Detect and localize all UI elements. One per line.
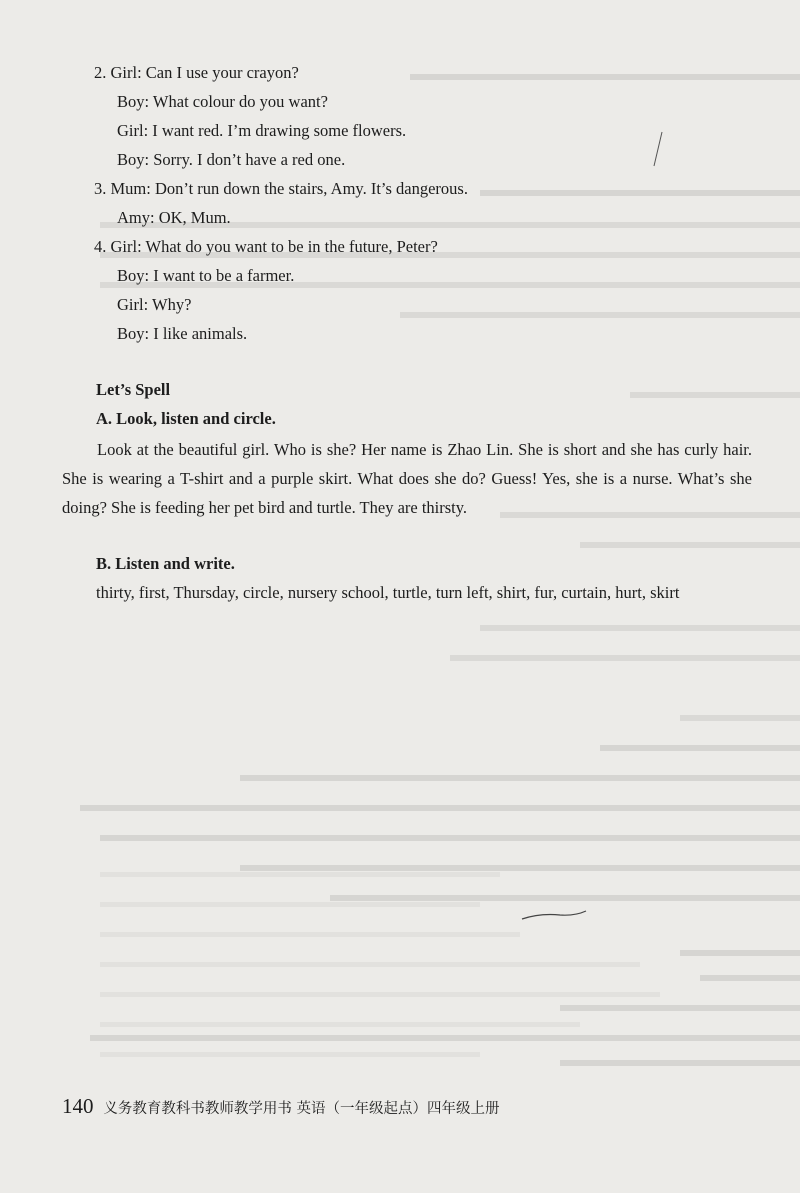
dialogue-line: Girl: I want red. I’m drawing some flowers. — [117, 121, 407, 140]
pen-mark — [648, 130, 668, 170]
dialogue-line: Boy: I like animals. — [117, 324, 248, 343]
subsection-b-heading: B. Listen and write. — [96, 554, 235, 573]
dialogue-line: 3. Mum: Don’t run down the stairs, Amy. It’s dangerous. — [94, 179, 468, 198]
dialogue-line: 4. Girl: What do you want to be in the future, Peter? — [94, 237, 438, 256]
word-list: thirty, first, Thursday, circle, nursery school, turtle, turn left, shirt, fur, curtain, hurt, skirt — [96, 583, 680, 602]
dialogue-line: Boy: Sorry. I don’t have a red one. — [117, 150, 346, 169]
dialogue-line: Girl: Why? — [117, 295, 192, 314]
dialogue-line: 2. Girl: Can I use your crayon? — [94, 63, 299, 82]
subsection-a-paragraph: Look at the beautiful girl. Who is she? Her name is Zhao Lin. She is short and she has curly hair. She is wearing a T-shirt and a purple skirt. What does she do? Guess! Yes, she is a nurse. What’s she doing? She is feeding her pet bird and turtle. They are thirsty. — [62, 440, 752, 517]
section-heading: Let’s Spell — [96, 380, 171, 399]
book-title: 义务教育教科书教师教学用书 英语（一年级起点）四年级上册 — [103, 1101, 500, 1117]
page-number: 140 — [62, 1094, 94, 1118]
pen-mark — [520, 905, 590, 925]
subsection-a-heading: A. Look, listen and circle. — [96, 409, 276, 428]
dialogue-line: Boy: What colour do you want? — [117, 92, 328, 111]
page-footer — [62, 1094, 499, 1119]
dialogue-line: Amy: OK, Mum. — [117, 208, 231, 227]
dialogue-line: Boy: I want to be a farmer. — [117, 266, 295, 285]
